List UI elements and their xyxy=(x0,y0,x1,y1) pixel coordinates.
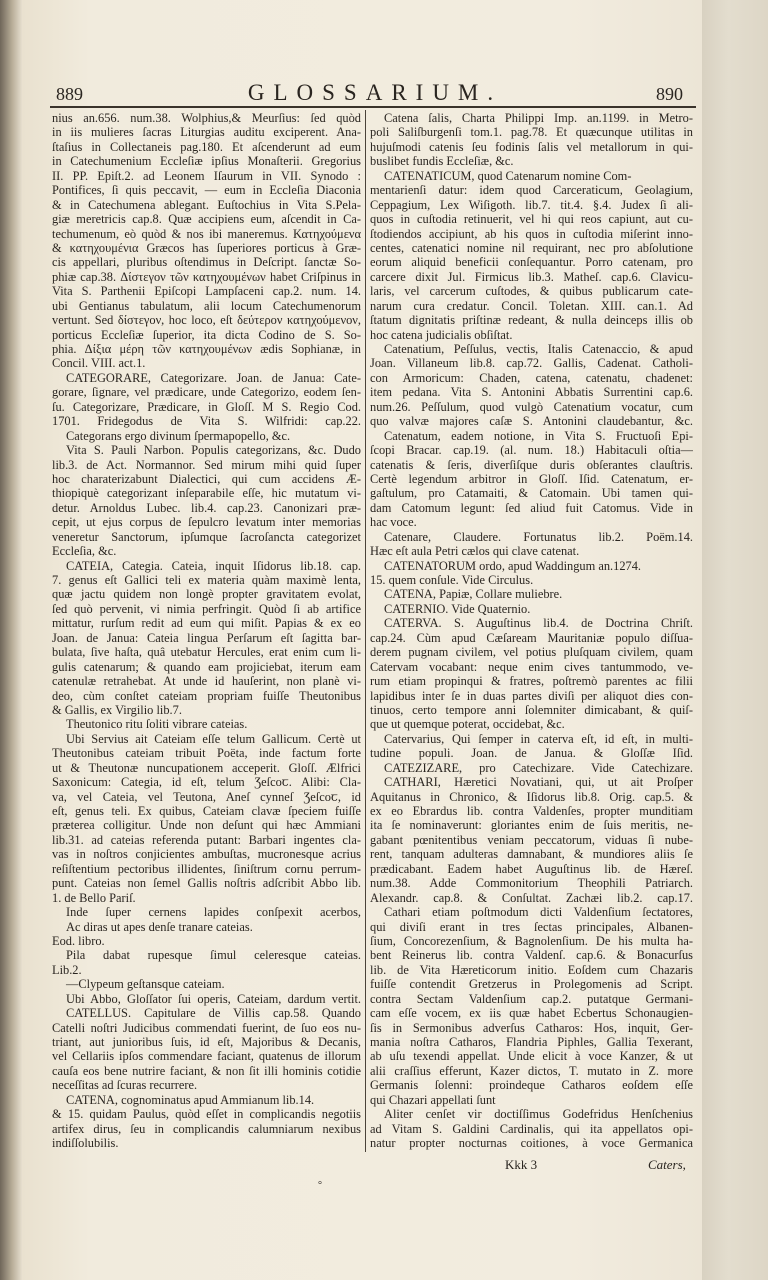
text-line: prædicabant. Eadem habet Auguſtinus lib. de Hæreſ. xyxy=(370,861,693,876)
text-line: CATEIA, Categia. Cateia, inquit Iſidorus lib.18. cap. xyxy=(66,558,361,573)
text-line: CATHARI, Hæretici Novatiani, qui, ut ait Proſper xyxy=(384,775,693,790)
text-line: Eccleſia, &c. xyxy=(52,544,117,559)
text-line: rent, tanquam adulteras damnabant, & mundiores aliis ſe xyxy=(370,847,693,862)
text-line: natur propter nocturnas coitiones, à voce Germanica xyxy=(370,1136,693,1151)
text-line: Catelli noſtri Judicibus commendati fuerint, de ſuo eos nu- xyxy=(52,1020,361,1035)
text-line: cis appellari, pluribus oſtendimus in Deſcript. ſanctæ So- xyxy=(52,255,361,270)
text-line: CATENA, Papiæ, Collare muliebre. xyxy=(384,587,563,602)
text-line: Catena ſalis, Charta Philippi Imp. an.1199. in Metro- xyxy=(384,111,693,125)
text-line: punt. Cateias non ſemel Gallis noſtris adſcribit Abbo lib. xyxy=(52,876,361,891)
text-line: vas in noſtros conjicientes ambuſtas, mucronesque acrius xyxy=(52,847,361,862)
text-line: que ut quemque poterat, occidebat, &c. xyxy=(370,717,565,732)
text-line: Catervarius, Qui ſemper in caterva eſt, id eſt, in multi- xyxy=(384,731,693,746)
text-line: ſed quò pervenit, vi nimia perfringit. Quòd ſi ab artifice xyxy=(52,601,361,616)
text-line: Aliter cenſet vir doctiſſimus Godefridus Henſchenius xyxy=(384,1107,693,1122)
text-line: CATENA, cognominatus apud Ammianum lib.14. xyxy=(66,1092,315,1107)
text-line: Saxonicum: Categia, id eſt, telum Ʒeſcoꞇ. Alibi: Cla- xyxy=(52,775,361,790)
text-line: gaſtulum, pro Catamaiti, & Catomain. Ubi tamen qui- xyxy=(370,486,693,501)
text-line: porticus Eccleſiæ ſuperior, ita dicta Codino de S. So- xyxy=(52,327,361,342)
text-line: ſium, Concorezenſium, & Bagnolenſium. De his multa ha- xyxy=(370,933,693,948)
text-line: alii craſſius efferunt, Kazer dictos, T. mutato in Z. more xyxy=(370,1063,693,1078)
text-line: hac voce. xyxy=(370,515,417,530)
text-line: derem pugnam civilem, vel potius pluſquam civilem, quam xyxy=(370,645,693,660)
text-line: Eod. libro. xyxy=(52,933,105,948)
text-line: laris, vel carcerum cuſtodes, & quibus publicarum cate- xyxy=(370,284,693,299)
text-line: num.38. Adde Commonitorium Theophili Patriarch. xyxy=(370,876,693,891)
running-title: GLOSSARIUM. xyxy=(247,80,503,105)
text-line: Joan. de Janua: Cateia lingua Perſarum eſt ſagitta bar- xyxy=(52,630,361,645)
text-line: nius an.656. num.38. Wolphius,& Meurſius: ſed quòd xyxy=(52,111,361,125)
text-line: vel Cellariis ipſos commendare faciant, quatenus de illorum xyxy=(52,1049,361,1064)
text-line: gorare, ſignare, vel prædicare, unde Categorizo, eodem ſen- xyxy=(52,385,361,400)
text-line: Pila dabat rupesque ſimul celeresque cateias. xyxy=(66,948,361,963)
text-line: ubi Gentianus tabulatum, alii locum Catechumenorum xyxy=(52,298,361,313)
text-line: Aquitanus in Chronico, & Iſidorus lib.8. Orig. cap.5. & xyxy=(370,789,693,804)
text-line: quo valvæ majores caſæ S. Antonini claudebantur, &c. xyxy=(370,414,693,429)
text-line: ita ſe nominaverunt: gloriantes enim de ſuis meritis, ne- xyxy=(370,818,693,833)
text-line: Joan. Villaneum lib.8. cap.72. Gallis, Cadenat. Catholi- xyxy=(370,356,693,371)
text-line: Inde ſuper cernens lapides conſpexit acerbos, xyxy=(66,905,361,920)
text-line: eſt, genus teli. Ex quibus, Cateiam clavæ ſpeciem fuiſſe xyxy=(52,804,361,818)
text-line: ut & Theutonæ nuncupationem acceperit. Gloſſ. Ælfrici xyxy=(52,760,361,775)
text-line: tinuos, certo tempore anni ſolemniter dimicabant, & quiſ- xyxy=(370,702,693,717)
text-line: lib.31. ad cateias referenda putant: Barbari ingentes cla- xyxy=(52,832,361,847)
text-line: & 15. quidam Paulus, quòd eſſet in complicandis negotiis xyxy=(52,1107,361,1122)
text-line: poli Saliſburgenſi tom.1. pag.78. Et quæcunque utilitas in xyxy=(370,125,693,140)
text-line: lib. de Vita Hæreticorum initio. Eoſdem cum Chazaris xyxy=(370,962,693,977)
text-line: CATENATORUM ordo, apud Waddingum an.1274. xyxy=(384,558,642,573)
text-line: cap.24. Cùm apud Cæſaream Mauritaniæ populo diſſua- xyxy=(370,630,693,645)
text-line: 1701. Fridegodus de Vita S. Wilfridi: cap.22. xyxy=(52,414,361,429)
text-line: artifex dirus, ſeu in complicandis calumniarum nexibus xyxy=(52,1121,361,1136)
text-line: triant, aut junioribus ſuis, id eſt, Majoribus & Decanis, xyxy=(52,1035,361,1049)
text-line: & in Catechumena ablegant. Euſtochius in Vita S.Pela- xyxy=(52,197,361,212)
text-line: giæ meretricis cap.8. Quæ accipiens eum, aſcendit in Ca- xyxy=(52,212,361,227)
text-line: rum etiam propinqui & fratres, poſtremò parentes ac filii xyxy=(370,674,693,689)
text-line: ad Vitam S. Galdini Cardinalis, qui ita appellatos opi- xyxy=(370,1121,693,1136)
text-line: cam eſſe vocem, ex iis quæ habet Ecbertus Schonaugien- xyxy=(370,1006,693,1021)
text-line: phia. Δίξια μέρη τῶν κατηχουμένων ædis Sophianæ, in xyxy=(52,342,361,356)
text-line: CATEZIZARE, pro Catechizare. Vide Catechizare. xyxy=(384,760,693,775)
text-line: Ceppagium, Lex Wiſigoth. lib.7. tit.4. §.4. Judex ſi ali- xyxy=(370,197,693,212)
text-line: carcere dixit Jul. Firmicus lib.3. Matheſ. cap.6. Clavicu- xyxy=(370,269,693,284)
page-edge xyxy=(702,0,768,1280)
text-line: Catenatium, Peſſulus, vectis, Italis Catenaccio, & apud xyxy=(384,342,693,356)
text-line: tudine populi. Joan. de Janua. & Gloſſæ Iſid. xyxy=(370,746,693,761)
text-line: ſcopi Bracar. cap.19. (al. num. 18.) Habitaculi oſtia— xyxy=(370,443,693,458)
text-line: Ac diras ut apes denſe tranare cateias. xyxy=(66,919,253,934)
text-line: CATERNIO. Vide Quaternio. xyxy=(384,601,531,616)
page-mark: ° xyxy=(318,1180,322,1191)
text-line: num.26. Peſſulum, quod vulgò Catenatium vocatur, cum xyxy=(370,399,693,414)
text-line: Catervam vocabant: neque enim cives tantummodo, ve- xyxy=(370,659,693,674)
text-line: lapidibus inter ſe in duas partes diviſi per aliquot dies con- xyxy=(370,688,693,703)
text-line: Cathari etiam poſtmodum dicti Valdenſium ſectatores, xyxy=(384,905,693,920)
text-line: ſtodiendos accipiunt, ab his quos in cuſtodia miſerint inno- xyxy=(370,226,693,241)
text-line: ex eo Ebrardus lib. contra Valdenſes, propter munditiam xyxy=(370,804,693,818)
signature-mark: Kkk 3 xyxy=(505,1157,538,1172)
text-line: bulata, ſive haſta, quâ utebatur Hercules, erat enim cum li- xyxy=(52,645,361,660)
right-column xyxy=(370,111,693,1151)
column-divider xyxy=(365,110,366,1152)
text-line: in iis mulieres ſacras Liturgias auditu exciperent. Ana- xyxy=(52,125,361,140)
text-line: qui diviſi erant in tres ſectas principales, Albanen- xyxy=(370,919,693,934)
text-line: mentarienſi datur: idem quod Carceraticum, Geolagium, xyxy=(370,183,693,198)
text-line: hujuſmodi catenis ſeu fodinis ſalis vel metallorum in qui- xyxy=(370,139,693,154)
text-line: qui Chazari appellati ſunt xyxy=(370,1092,496,1107)
left-column xyxy=(52,111,361,1151)
text-line: vertunt. Sed δίστεγον, hoc loco, eſt δεύτερον κατηχούμενον, xyxy=(52,313,361,328)
text-line: Ubi Servius ait Cateiam eſſe telum Gallicum. Certè ut xyxy=(66,731,361,746)
text-line: techumenum, eò quòd & nos ibi maneremus. Κατηχούμενα xyxy=(52,226,361,241)
text-line: Categorans ergo divinum ſpermapopello, &c. xyxy=(66,428,291,443)
text-line: ſu. Categorizare, Prædicare, in Gloſſ. M S. Regio Cod. xyxy=(52,399,361,414)
text-line: lib.3. de Act. Normannor. Sed mirum mihi quid ſuper xyxy=(52,457,361,472)
text-line: gabant pœnitentibus veniam peccatorum, viduas ſi nube- xyxy=(370,832,693,847)
text-line: præterea colligitur. Unde non deſunt qui hæc Ammiani xyxy=(52,818,361,833)
text-line: Concil. VIII. act.1. xyxy=(52,356,146,371)
text-line: Theutonico ritu ſoliti vibrare cateias. xyxy=(66,717,248,732)
text-line: ab uſu texendi appellat. Unde elicit à voce Kanzer, & ut xyxy=(370,1049,693,1064)
text-line: centes, catenatici nomine nil requirant, nec pro abſolutione xyxy=(370,240,693,255)
text-line: hoc catena judicialis obſiſtat. xyxy=(370,327,513,342)
text-line: Certè legendum arbitror in Gloſſ. Iſid. Catenatum, er- xyxy=(370,471,693,486)
text-line: contra Sectam Valdenſium cap.2. putatque Germani- xyxy=(370,991,693,1006)
text-line: va, vel Cateia, vel Teutona, Aneſ cynneſ Ʒeſcoꞇ, id xyxy=(52,789,361,804)
text-line: Alexandr. cap.8. & Conſultat. Zachæi lib.2. cap.17. xyxy=(370,890,693,905)
text-line: phiæ cap.38. Δίστεγον τῶν κατηχουμένων habet Criſpinus in xyxy=(52,269,361,284)
page-number-left: 889 xyxy=(56,84,83,104)
text-line: eorum aliquid beneficii conſequantur. Porro catenam, pro xyxy=(370,255,693,270)
text-line: thiopiquè categorizant inſeparabile eſſe, hic mutatum vi- xyxy=(52,486,361,501)
text-line: Lib.2. xyxy=(52,962,82,977)
text-line: Theutonibus cateiam tribuit Poëta, inde factum forte xyxy=(52,746,361,761)
text-line: Hæc eſt aula Petri cælos qui clave catenat. xyxy=(370,544,580,559)
text-line: bent Reinerus lib. contra Valdenſ. cap.6. & Bonacurſus xyxy=(370,948,693,963)
text-line: deo, cùm conſtet cateiam propriam fuiſſe Theutonibus xyxy=(52,688,361,703)
text-line: catenulæ retrahebat. At unde id hauſerint, non planè vi- xyxy=(52,674,361,689)
text-line: Germanis ſolenni: proindeque Catharos eoſdem eſſe xyxy=(370,1078,693,1093)
text-line: indiſſolubilis. xyxy=(52,1136,119,1151)
text-line: II. PP. Epiſt.2. ad Leonem Iſaurum in VII. Synodo : xyxy=(52,168,361,183)
text-line: ſis in Sermonibus adverſus Catharos: Hos, inquit, Ger- xyxy=(370,1020,693,1035)
text-line: Vita S. Parthenii Epiſcopi Lampſaceni cap.2. num. 14. xyxy=(52,284,361,299)
text-line: hoc charaterizabunt Dialectici, qui cum accidens Æ- xyxy=(52,471,361,486)
text-line: —Clypeum geſtansque cateiam. xyxy=(66,977,225,992)
text-line: con Armoricum: Chaden, catena, catenatu, chadenet: xyxy=(370,370,693,385)
text-line: mania noſtra Catharos, Flandria Piphles, Gallia Texerant, xyxy=(370,1035,693,1049)
text-line: Catenare, Claudere. Fortunatus lib.2. Poëm.14. xyxy=(384,529,693,544)
text-line: 7. genus eſt Gallici teli ex materia quàm maximè lenta, xyxy=(52,573,361,587)
text-line: fuiſſe contendit Gretzerus in Prolegomenis ad Script. xyxy=(370,977,693,992)
text-line: reſiſtentium pectoribus illidentes, ſiniſtrum cornu perrum- xyxy=(52,861,361,876)
text-line: mittatur, rurſum redit ad eum qui miſit. Papias & ex eo xyxy=(52,616,361,631)
text-line: CATERVA. S. Auguſtinus lib.4. de Doctrina Chriſt. xyxy=(384,616,693,631)
text-line: veneretur Sanctorum, ipſumque ſacroſancta categorizet xyxy=(52,529,361,544)
book-spine-shadow xyxy=(0,0,22,1280)
text-line: CATELLUS. Capitulare de Villis cap.58. Quando xyxy=(66,1006,361,1021)
text-line: item pedana. Vita S. Antonini Abbatis Surrentini cap.6. xyxy=(370,385,693,400)
text-line: & κατηχουμένια Græcos has ſuperiores porticus à Græ- xyxy=(52,240,361,255)
text-line: narum cura credatur. Concil. Toletan. XIII. can.1. Ad xyxy=(370,298,693,313)
text-line: ſtaſius in Collectaneis pag.180. Et aſcenderunt ad eum xyxy=(52,139,361,154)
text-line: in Catechumenium Eccleſiæ ipſius Monaſterii. Gregorius xyxy=(52,154,361,169)
text-line: dam Catomum legunt: ſed aliud fuit Catomus. Vide in xyxy=(370,500,693,515)
text-line: detur. Arnoldus Lubec. lib.4. cap.23. Canonizari præ- xyxy=(52,500,361,515)
text-line: ſtatum dignitatis priſtinæ redeant, & nulla deinceps illis ob xyxy=(370,313,693,328)
catchword: Caters, xyxy=(648,1157,686,1172)
text-line: Catenatum, eadem notione, in Vita S. Fructuoſi Epi- xyxy=(384,428,693,443)
text-line: CATEGORARE, Categorizare. Joan. de Janua: Cate- xyxy=(66,370,361,385)
text-line: CATENATICUM, quod Catenarum nomine Com- xyxy=(384,168,632,183)
text-line: catenatis & ſeris, diverſiſque duris obſerantes clauſtris. xyxy=(370,457,693,472)
text-line: cepit, ut ejus corpus de ſepulcro levatum inter memorias xyxy=(52,515,361,530)
text-line: buslibet fundis Eccleſiæ, &c. xyxy=(370,154,514,169)
text-line: quos in cuſtodia retinuerit, vel hi qui reos capiunt, aut cu- xyxy=(370,212,693,227)
text-line: quæ jactu quidem non longè propter gravitatem evolat, xyxy=(52,587,361,602)
text-line: Pontifices, ſi quis peccavit, — eum in Eccleſia Diaconia xyxy=(52,183,361,198)
text-line: Vita S. Pauli Narbon. Populis categorizans, &c. Dudo xyxy=(66,443,361,458)
header-rule xyxy=(50,106,696,108)
text-line: & Gallis, ex Virgilio lib.7. xyxy=(52,702,182,717)
text-line: 15. quem conſule. Vide Circulus. xyxy=(370,573,534,587)
text-line: cauſa eos bene nutrire faciant, & non ſit illi hominis cotidie xyxy=(52,1063,361,1078)
text-line: 1. de Bello Pariſ. xyxy=(52,890,136,905)
text-line: Ubi Abbo, Gloſſator ſui operis, Cateiam, dardum vertit. xyxy=(66,991,361,1006)
page-number-right: 890 xyxy=(656,84,683,104)
text-line: neceſſitas ad ſcuras recurrere. xyxy=(52,1078,198,1093)
text-line: gulis catenarum; & quando eam projiciebat, iterum eam xyxy=(52,659,361,674)
